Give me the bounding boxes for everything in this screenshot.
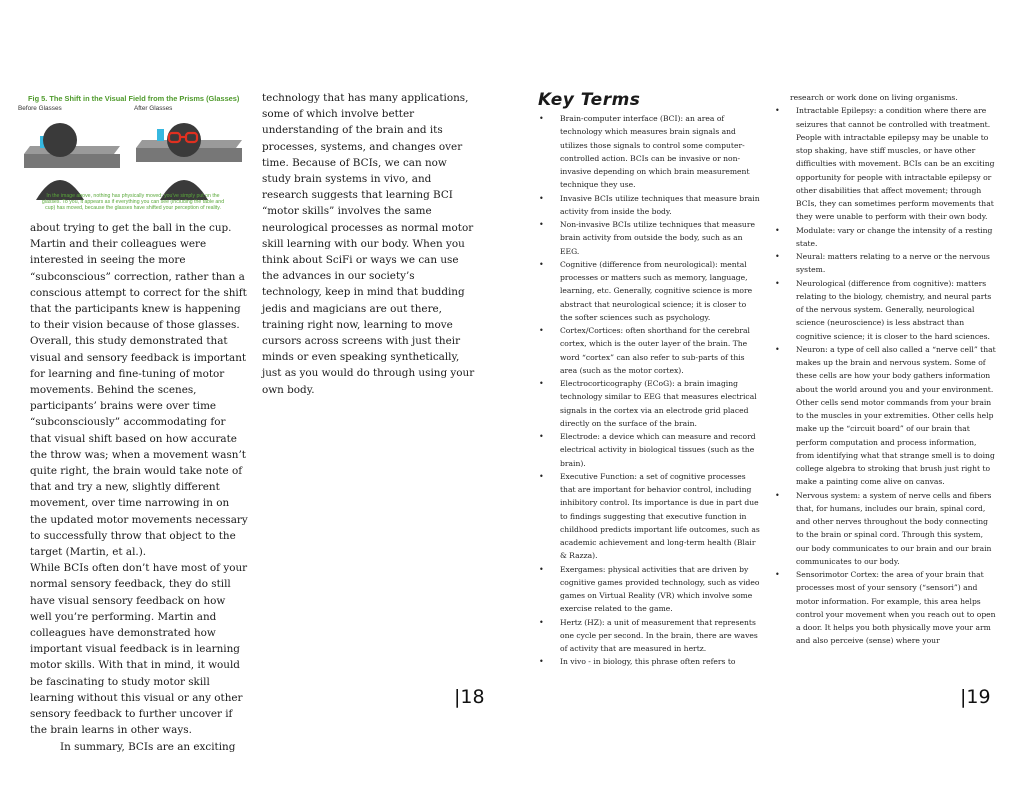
terms-list [538, 112, 760, 669]
before-glasses-label: Before Glasses [18, 105, 62, 112]
term-item: • Intractable Epilepsy: a condition where there are seizures that cannot be controlled with treatment. People with intractable epilepsy may be unable to stop shaking, have stiff muscles, or have other difficulties with movement. BCIs can be an exciting opportunity for people with intractable epilepsy or other disabilities that affect movement; through BCIs, they can sometimes perform movements that they were unable to perform with their own body. [774, 104, 996, 223]
glasses-illustration [18, 116, 248, 200]
paragraph: In summary, BCIs are an exciting [60, 740, 236, 753]
cup-icon [157, 129, 164, 141]
term-item: • Sensorimotor Cortex: the area of your brain that processes most of your sensory (“sensori”) and motor information. For example, this area helps control your movement when you reach out to open a door. It helps you both physically move your arm and also perceive (sense) where your [774, 568, 996, 648]
term-item: • Non-invasive BCIs utilize techniques that measure brain activity from outside the body, such as an EEG. [538, 218, 760, 258]
page-number-right: |19 [960, 686, 991, 708]
key-terms-column-2 [774, 91, 996, 648]
figure-caption: Fig 5. The Shift in the Visual Field from the Prisms (Glasses) [28, 94, 240, 103]
paragraph: technology that has many applications, some of which involve better understanding of the brain and its processes, systems, and changes over time. Because of BCIs, we can now study brain systems in vivo, and research suggests that learning BCI “motor skills” involves the same neurological processes as normal motor skill learning with our body. When you think about SciFi or ways we can use the advances in our society’s technology, keep in mind that budding jedis and magicians are out there, training right now, learning to move cursors across screens with just their minds or even speaking synthetically, just as you would do through using your own body. [262, 92, 475, 396]
term-item: • Modulate: vary or change the intensity of a resting state. [774, 224, 996, 251]
term-item-continued: research or work done on living organisms. [790, 93, 958, 102]
paragraph: about trying to get the ball in the cup. Martin and their colleagues were interested in seeing the more “subconscious” correction, rather than a conscious attempt to correct for the shift that the participants knew is happening to their vision because of those glasses. Overall, this study demonstrated that visual and sensory feedback is important for learning and fine-tuning of motor movements. Behind the scenes, participants’ brains were over time “subconsciously” accommodating for that visual shift based on how accurate the throw was; when a movement wasn’t quite right, the brain would take note of that and try a new, slightly different movement, over time narrowing in on the updated motor movements necessary to successfully throw that object to the target (Martin, et al.). [30, 222, 248, 559]
term-item: • Electrocorticography (ECoG): a brain imaging technology similar to EEG that measures electrical signals in the cortex via an electrode grid placed directly on the surface of the brain. [538, 377, 760, 430]
term-item: • Executive Function: a set of cognitive processes that are important for behavior control, including inhibitory control. Its importance is due in part due to findings suggesting that executive function in childhood predicts important life outcomes, such as academic achievement and long-term health (Blair & Razza). [538, 470, 760, 563]
term-item: • Brain-computer interface (BCI): an area of technology which measures brain signals and utilizes those signals to control some computer-controlled action. BCIs can be invasive or non-invasive depending on which brain measurement technique they use. [538, 112, 760, 192]
page-number-left: |18 [454, 686, 485, 708]
head-icon [43, 123, 77, 157]
term-item: • Cortex/Cortices: often shorthand for the cerebral cortex, which is the outer layer of the brain. The word “cortex” can also refer to sub-parts of this area (such as the motor cortex). [538, 324, 760, 377]
term-item: • Electrode: a device which can measure and record electrical activity in biological tissues (such as the brain). [538, 430, 760, 470]
term-item: • Neural: matters relating to a nerve or the nervous system. [774, 250, 996, 277]
term-item: • Neuron: a type of cell also called a “nerve cell” that makes up the brain and nervous system. Some of these cells are how your body gathers information about the world around you and your environment. Other cells send motor commands from your brain to the muscles in your extremities. Other cells help make up the “circuit board” of our brain that perform computation and process information, from identifying what that strange smell is to doing college algebra to stroking that brush just right to make a painting come alive on canvas. [774, 343, 996, 489]
before-scene [24, 123, 120, 200]
left-column-1 [30, 220, 248, 755]
key-terms-column-1 [538, 90, 760, 669]
term-item: • Invasive BCIs utilize techniques that measure brain activity from inside the body. [538, 192, 760, 219]
figure-note: In the image above, nothing has physically moved; you've simply put on the glasses. To you, it appears as if everything you can see (including the table and cup) has moved, because the glasses have shifted your perception of reality. [41, 193, 225, 211]
after-scene [136, 123, 242, 200]
paragraph: While BCIs often don’t have most of your normal sensory feedback, they do still have visual sensory feedback on how well you’re performing. Martin and colleagues have demonstrated how important visual feedback is in learning motor skills. With that in mind, it would be fascinating to study motor skill learning without this visual or any other sensory feedback to further uncover if the brain learns in other ways. [30, 562, 248, 737]
term-item: • Exergames: physical activities that are driven by cognitive games provided technology, such as video games on Virtual Reality (VR) which involve some exercise related to the game. [538, 563, 760, 616]
after-glasses-label: After Glasses [134, 105, 173, 112]
term-item: • Neurological (difference from cognitive): matters relating to the biology, chemistry, and neural parts of the nervous system. Generally, neurological science (neuroscience) is less abstract than cognitive science; it is closer to the hard sciences. [774, 277, 996, 343]
left-column-2 [262, 90, 477, 398]
term-item: • In vivo - in biology, this phrase often refers to [538, 655, 760, 668]
terms-list [774, 91, 996, 648]
term-item: • Cognitive (difference from neurological): mental processes or matters such as memory, language, learning, etc. Generally, cognitive science is more abstract that neurological science; it is closer to the softer sciences such as psychology. [538, 258, 760, 324]
term-item: • Hertz (HZ): a unit of measurement that represents one cycle per second. In the brain, there are waves of activity that are measured in hertz. [538, 616, 760, 656]
figure [18, 94, 248, 222]
key-terms-title: Key Terms [538, 90, 641, 110]
term-item: • Nervous system: a system of nerve cells and fibers that, for humans, includes our brain, spinal cord, and other nerves throughout the body connecting to the brain or spinal cord. Through this system, our body communicates to our brain and our brain communicates to our body. [774, 489, 996, 569]
